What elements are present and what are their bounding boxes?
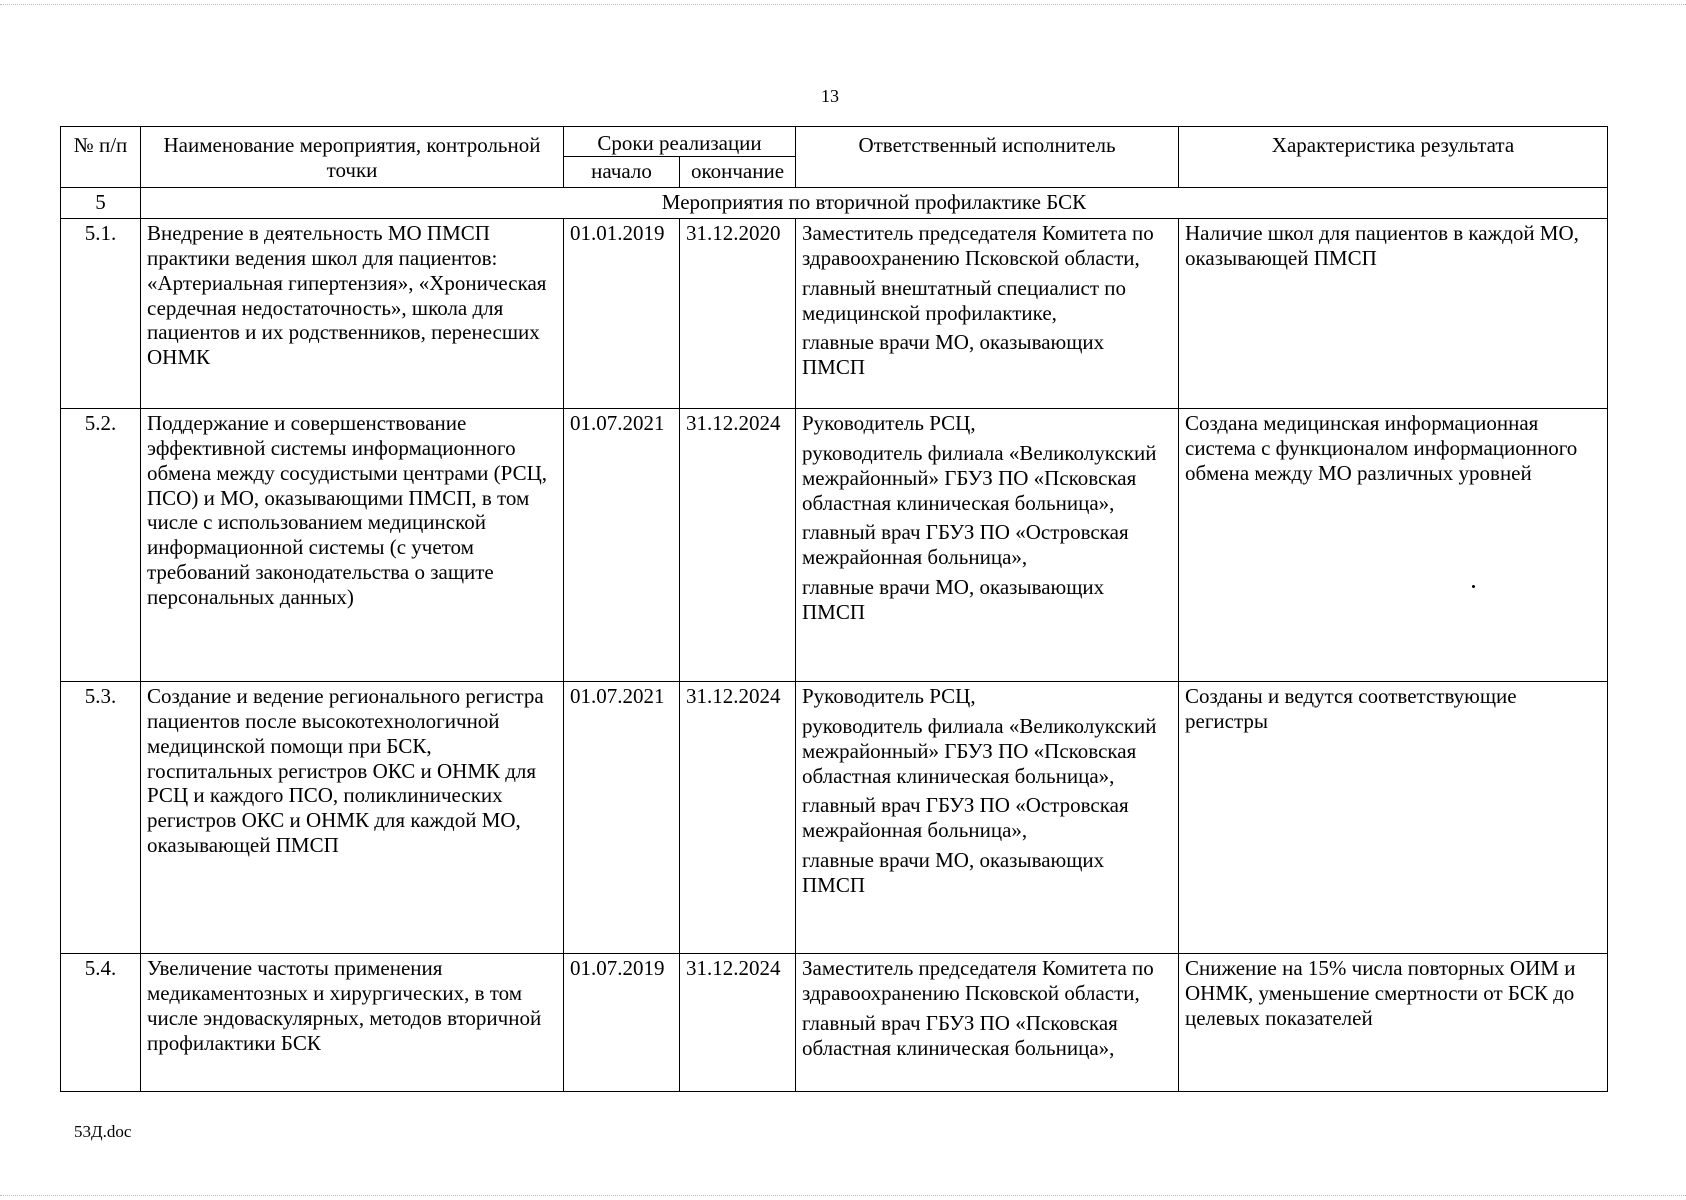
activity-name: Внедрение в деятельность МО ПМСП практики ведения школ для пациентов: «Артериальная гипертензия», «Хроническая сердечная недостаточность», школа для пациентов и их родственников, перенесших ОНМК: [141, 219, 564, 409]
row-number: 5.3.: [61, 682, 141, 954]
start-date: 01.07.2021: [564, 682, 680, 954]
end-date: 31.12.2024: [680, 682, 796, 954]
responsible-line: главные врачи МО, оказывающих ПМСП: [802, 574, 1105, 624]
responsible-line: главный врач ГБУЗ ПО «Островская межрайонная больница»,: [802, 520, 1129, 570]
header-start: начало: [564, 157, 680, 187]
row-number: 5.4.: [61, 954, 141, 1092]
header-result: Характеристика результата: [1179, 127, 1608, 188]
responsible-line: Руководитель РСЦ,: [802, 411, 976, 436]
header-terms: Сроки реализации: [564, 127, 796, 157]
result-cell: Наличие школ для пациентов в каждой МО, оказывающей ПМСП: [1179, 219, 1608, 409]
responsible-cell: [796, 409, 1179, 682]
activity-name: Увеличение частоты применения медикаментозных и хирургических, в том числе эндоваскулярных, методов вторичной профилактики БСК: [141, 954, 564, 1092]
section-num: 5: [61, 187, 141, 219]
responsible-line: руководитель филиала «Великолукский межрайонный» ГБУЗ ПО «Псковская областная клиническая больница»,: [802, 441, 1157, 515]
header-responsible: Ответственный исполнитель: [796, 127, 1179, 188]
start-date: 01.01.2019: [564, 219, 680, 409]
end-date: 31.12.2024: [680, 954, 796, 1092]
section-title: Мероприятия по вторичной профилактике БСК: [141, 187, 1608, 219]
scan-border-bottom: [0, 1195, 1686, 1196]
responsible-line: руководитель филиала «Великолукский межрайонный» ГБУЗ ПО «Псковская областная клиническая больница»,: [802, 714, 1157, 788]
end-date: 31.12.2020: [680, 219, 796, 409]
table-row: [61, 409, 1608, 682]
header-num: № п/п: [61, 127, 141, 188]
table-row: [61, 954, 1608, 1092]
header-end: окончание: [680, 157, 796, 187]
responsible-cell: [796, 954, 1179, 1092]
responsible-line: Заместитель председателя Комитета по здравоохранению Псковской области,: [802, 956, 1154, 1006]
result-cell: Снижение на 15% числа повторных ОИМ и ОНМК, уменьшение смертности от БСК до целевых показателей: [1179, 954, 1608, 1092]
header-row: [61, 127, 1608, 157]
end-date: 31.12.2024: [680, 409, 796, 682]
scan-speck: [1472, 585, 1475, 588]
table-row: [61, 682, 1608, 954]
activities-table: [60, 126, 1608, 1092]
result-cell: Создана медицинская информационная система с функционалом информационного обмена между МО различных уровней: [1179, 409, 1608, 682]
activity-name: Поддержание и совершенствование эффективной системы информационного обмена между сосудистыми центрами (РСЦ, ПСО) и МО, оказывающими ПМСП, в том числе с использованием медицинской информационной системы (с учетом требований законодательства о защите персональных данных): [141, 409, 564, 682]
responsible-cell: [796, 682, 1179, 954]
responsible-line: главный врач ГБУЗ ПО «Псковская областная клиническая больница»,: [802, 1010, 1118, 1060]
responsible-line: главный внештатный специалист по медицинской профилактике,: [802, 275, 1127, 325]
row-number: 5.1.: [61, 219, 141, 409]
result-cell: Созданы и ведутся соответствующие регистры: [1179, 682, 1608, 954]
responsible-line: Заместитель председателя Комитета по здравоохранению Псковской области,: [802, 221, 1154, 271]
activity-name: Создание и ведение регионального регистра пациентов после высокотехнологичной медицинской помощи при БСК, госпитальных регистров ОКС и ОНМК для РСЦ и каждого ПСО, поликлинических регистров ОКС и ОНМК для каждой МО, оказывающей ПМСП: [141, 682, 564, 954]
header-name: Наименование мероприятия, контрольной точки: [141, 127, 564, 188]
responsible-line: главные врачи МО, оказывающих ПМСП: [802, 847, 1105, 897]
page-number: 13: [821, 86, 839, 106]
responsible-line: главный врач ГБУЗ ПО «Островская межрайонная больница»,: [802, 793, 1129, 843]
footer-filename: 53Д.doc: [74, 1122, 132, 1141]
responsible-cell: [796, 219, 1179, 409]
row-number: 5.2.: [61, 409, 141, 682]
table-row: [61, 219, 1608, 409]
section-row: [61, 187, 1608, 219]
start-date: 01.07.2019: [564, 954, 680, 1092]
start-date: 01.07.2021: [564, 409, 680, 682]
scan-border-top: [0, 4, 1686, 5]
responsible-line: главные врачи МО, оказывающих ПМСП: [802, 330, 1105, 380]
responsible-line: Руководитель РСЦ,: [802, 684, 976, 709]
